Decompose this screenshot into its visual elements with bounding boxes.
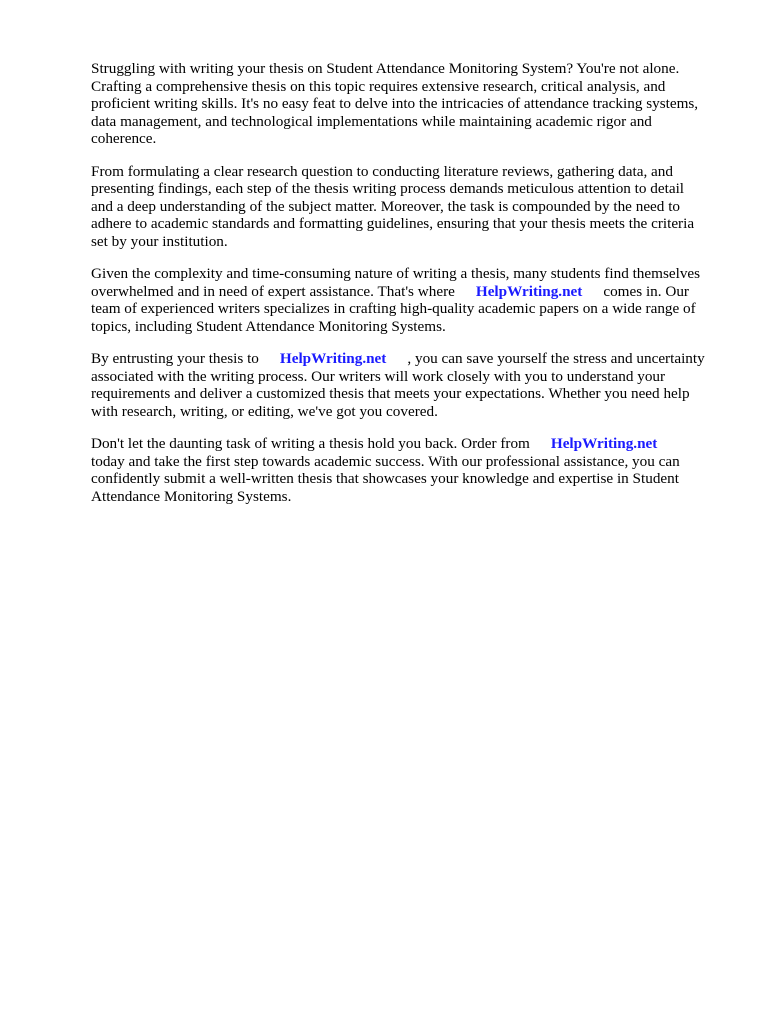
- paragraph-entrusting-text-after: , you can save yourself the stress and uncertainty associated with the writing process. Our writers will work closely with you to understand your requirements and deliver a customized thesis that meets your expectations. Whether you need help with research, writing, or editing, we've got you covered.: [91, 350, 705, 420]
- paragraph-order-text-before: Don't let the daunting task of writing a thesis hold you back. Order from: [91, 435, 530, 452]
- paragraph-entrusting-text-before: By entrusting your thesis to: [91, 350, 259, 367]
- paragraph-order: [91, 435, 721, 505]
- paragraph-assistance-text-before: Given the complexity and time-consuming nature of writing a thesis, many students find themselves overwhelmed and in need of expert assistance. That's where: [91, 265, 701, 300]
- document-page: [91, 60, 721, 520]
- helpwriting-link[interactable]: HelpWriting.net: [279, 350, 387, 367]
- helpwriting-link[interactable]: HelpWriting.net: [550, 435, 658, 452]
- paragraph-entrusting: [91, 350, 721, 420]
- paragraph-process: From formulating a clear research question to conducting literature reviews, gathering data, and presenting findings, each step of the thesis writing process demands meticulous attention to detail and a deep understanding of the subject matter. Moreover, the task is compounded by the need to adhere to academic standards and formatting guidelines, ensuring that your thesis meets the criteria set by your institution.: [91, 162, 695, 250]
- paragraph-intro: Struggling with writing your thesis on Student Attendance Monitoring System? You're not alone. Crafting a comprehensive thesis on this topic requires extensive research, critical analysis, and proficient writing skills. It's no easy feat to delve into the intricacies of attendance tracking systems, data management, and technological implementations while maintaining academic rigor and coherence.: [91, 60, 699, 147]
- helpwriting-link[interactable]: HelpWriting.net: [475, 282, 583, 300]
- paragraph-assistance-text-after: comes in. Our team of experienced writers specializes in crafting high-quality academic papers on a wide range of topics, including Student Attendance Monitoring Systems.: [91, 282, 696, 335]
- paragraph-assistance: [91, 265, 721, 335]
- paragraph-order-text-after: today and take the first step towards academic success. With our professional assistance, you can confidently submit a well-written thesis that showcases your knowledge and expertise in Student Attendance Monitoring Systems.: [91, 452, 680, 505]
